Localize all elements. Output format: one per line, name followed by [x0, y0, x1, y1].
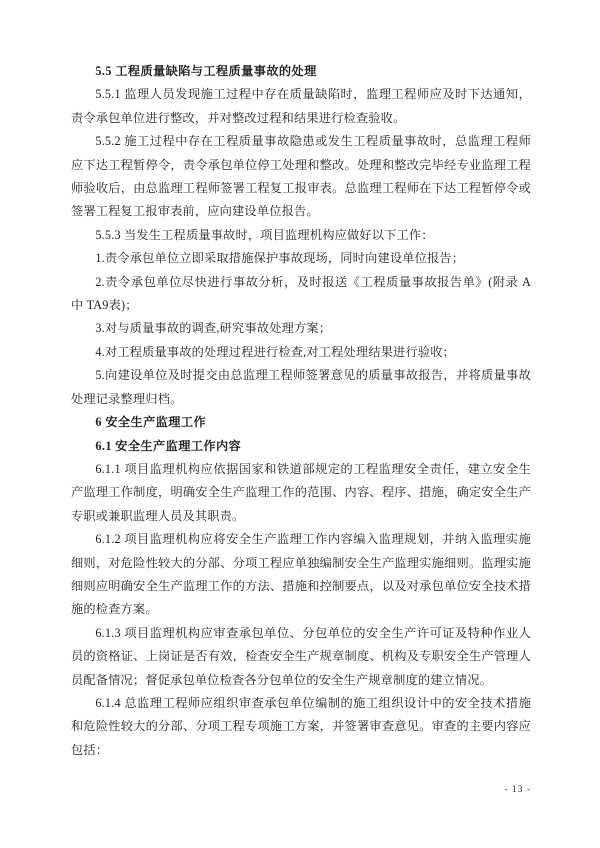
paragraph: 5.5.2 施工过程中存在工程质量事故隐患或发生工程质量事故时，总监理工程师应下达工程暂停令，责令承包单位停工处理和整改。处理和整改完毕经专业监理工程师验收后，由总监理工程师签署工程复工报审表。总监理工程师在下达工程暂停令或签署工程复工报审表前，应向建设单位报告。 — [71, 134, 531, 219]
section-heading: 5.5 工程质量缺陷与工程质量事故的处理 — [95, 64, 317, 78]
section-heading: 6.1 安全生产监理工作内容 — [95, 438, 242, 453]
page-number: - 13 - — [504, 785, 531, 795]
paragraph: 6.1.1 项目监理机构应依据国家和铁道部规定的工程监理安全责任，建立安全生产监理工作制度，明确安全生产监理工作的范围、内容、程序、措施，确定安全生产专职或兼职监理人员及其职责。 — [71, 461, 531, 523]
paragraph: 2.责令承包单位尽快进行事故分析，及时报送《工程质量事故报告单》(附录 A 中 TA9表)； — [71, 274, 531, 313]
paragraph: 6.1.3 项目监理机构应审查承包单位、分包单位的安全生产许可证及特种作业人员的资格证、上岗证是否有效，检查安全生产规章制度、机构及专职安全生产管理人员配备情况；督促承包单位检查各分包单位的安全生产规章制度的建立情况。 — [71, 625, 531, 687]
paragraph: 6.1.2 项目监理机构应将安全生产监理工作内容编入监理规划，并纳入监理实施细则，对危险性较大的分部、分项工程应单独编制安全生产监理实施细则。监理实施细则应明确安全生产监理工作的方法、措施和控制要点，以及对承包单位安全技术措施的检查方案。 — [71, 532, 531, 617]
page-footer — [71, 785, 531, 795]
paragraph: 3.对与质量事故的调查,研究事故处理方案； — [95, 321, 332, 336]
paragraph: 4.对工程质量事故的处理过程进行检查,对工程处理结果进行验收； — [95, 344, 456, 359]
paragraph: 5.5.1 监理人员发现施工过程中存在质量缺陷时，监理工程师应及时下达通知，责令承包单位进行整改，并对整改过程和结果进行检查验收。 — [71, 87, 531, 125]
document-body — [71, 60, 531, 762]
paragraph: 5.向建设单位及时提交由总监理工程师签署意见的质量事故报告，并将质量事故处理记录整理归档。 — [71, 368, 531, 406]
paragraph: 5.5.3 当发生工程质量事故时，项目监理机构应做好以下工作： — [95, 227, 434, 242]
paragraph: 6.1.4 总监理工程师应组织审查承包单位编制的施工组织设计中的安全技术措施和危险性较大的分部、分项工程专项施工方案，并签署审查意见。审查的主要内容应包括： — [71, 695, 531, 757]
paragraph: 1.责令承包单位立即采取措施保护事故现场，同时向建设单位报告； — [95, 251, 465, 266]
section-heading: 6 安全生产监理工作 — [95, 415, 207, 430]
